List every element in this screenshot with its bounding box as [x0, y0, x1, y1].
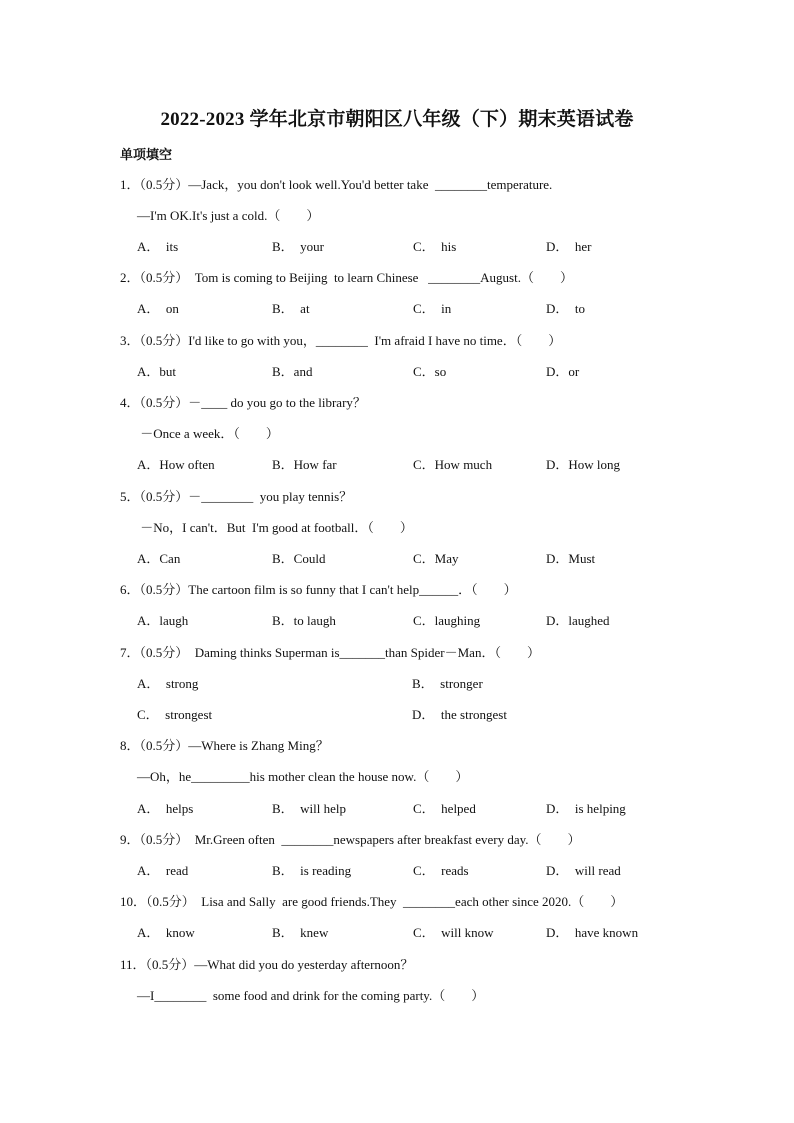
- question-2-option-a[interactable]: A． on: [137, 301, 179, 316]
- question-4-option-d[interactable]: D．How long: [546, 457, 621, 472]
- question-4-option-b[interactable]: B．How far: [272, 457, 337, 472]
- question-10-option-a[interactable]: A． know: [137, 925, 195, 940]
- question-7-option-b[interactable]: B． stronger: [412, 676, 483, 691]
- question-8-stem: 8．（0.5分）—Where is Zhang Ming？: [120, 738, 329, 753]
- question-9-option-b[interactable]: B． is reading: [272, 863, 352, 878]
- question-8-option-c[interactable]: C． helped: [413, 801, 476, 816]
- question-9-option-c[interactable]: C． reads: [413, 863, 469, 878]
- question-3-stem: 3．（0.5分）I'd like to go with you，________ I'm afraid I have no time．（ ）: [120, 333, 562, 348]
- question-7-option-a[interactable]: A． strong: [137, 676, 199, 691]
- question-8-option-b[interactable]: B． will help: [272, 801, 347, 816]
- question-11-reply: —I________ some food and drink for the coming party.（ ）: [137, 988, 485, 1003]
- question-8-option-d[interactable]: D． is helping: [546, 801, 626, 816]
- question-11-stem: 11．（0.5分）—What did you do yesterday afternoon？: [120, 957, 414, 972]
- question-9-option-a[interactable]: A． read: [137, 863, 189, 878]
- question-5-option-b[interactable]: B．Could: [272, 551, 326, 566]
- question-2-stem: 2．（0.5分） Tom is coming to Beijing to learn Chinese ________August.（ ）: [120, 270, 573, 285]
- question-5-reply: －No，I can't．But I'm good at football．（ ）: [137, 520, 413, 535]
- question-1-option-c[interactable]: C． his: [413, 239, 457, 254]
- question-2-option-b[interactable]: B． at: [272, 301, 310, 316]
- question-3-option-c[interactable]: C．so: [413, 364, 447, 379]
- page-title: 2022-2023 学年北京市朝阳区八年级（下）期末英语试卷: [160, 109, 634, 130]
- question-10-option-c[interactable]: C． will know: [413, 925, 494, 940]
- question-5-option-d[interactable]: D．Must: [546, 551, 596, 566]
- question-2-option-c[interactable]: C． in: [413, 301, 452, 316]
- question-6-option-a[interactable]: A．laugh: [137, 613, 189, 628]
- question-3-option-d[interactable]: D．or: [546, 364, 580, 379]
- question-5-option-c[interactable]: C．May: [413, 551, 459, 566]
- question-6-option-c[interactable]: C．laughing: [413, 613, 481, 628]
- question-4-reply: －Once a week．（ ）: [137, 426, 279, 441]
- question-5-option-a[interactable]: A．Can: [137, 551, 181, 566]
- question-6-stem: 6．（0.5分）The cartoon film is so funny that I can't help______．（ ）: [120, 582, 517, 597]
- question-3-option-a[interactable]: A．but: [137, 364, 177, 379]
- question-6-option-d[interactable]: D．laughed: [546, 613, 610, 628]
- question-8-reply: —Oh，he_________his mother clean the house now.（ ）: [137, 769, 469, 784]
- question-3-option-b[interactable]: B．and: [272, 364, 313, 379]
- question-1-reply: —I'm OK.It's just a cold.（ ）: [137, 208, 320, 223]
- question-4-stem: 4．（0.5分）－____ do you go to the library？: [120, 395, 366, 410]
- question-6-option-b[interactable]: B．to laugh: [272, 613, 336, 628]
- question-7-option-d[interactable]: D． the strongest: [412, 707, 507, 722]
- question-4-option-a[interactable]: A．How often: [137, 457, 215, 472]
- question-1-option-d[interactable]: D． her: [546, 239, 592, 254]
- question-10-stem: 10．（0.5分） Lisa and Sally are good friends.They ________each other since 2020.（ ）: [120, 894, 624, 909]
- question-9-stem: 9．（0.5分） Mr.Green often ________newspapers after breakfast every day.（ ）: [120, 832, 581, 847]
- section-heading: 单项填空: [120, 147, 173, 162]
- question-1-option-b[interactable]: B． your: [272, 239, 325, 254]
- question-1-option-a[interactable]: A． its: [137, 239, 179, 254]
- question-7-option-c[interactable]: C． strongest: [137, 707, 213, 722]
- question-7-stem: 7．（0.5分） Daming thinks Superman is_______than Spider－Man．（ ）: [120, 645, 540, 660]
- question-2-option-d[interactable]: D． to: [546, 301, 586, 316]
- question-5-stem: 5．（0.5分）－________ you play tennis？: [120, 489, 353, 504]
- question-1-stem: 1．（0.5分）—Jack，you don't look well.You'd better take ________temperature.: [120, 177, 553, 192]
- question-10-option-d[interactable]: D． have known: [546, 925, 639, 940]
- question-8-option-a[interactable]: A． helps: [137, 801, 194, 816]
- question-4-option-c[interactable]: C．How much: [413, 457, 493, 472]
- question-10-option-b[interactable]: B． knew: [272, 925, 329, 940]
- question-9-option-d[interactable]: D． will read: [546, 863, 621, 878]
